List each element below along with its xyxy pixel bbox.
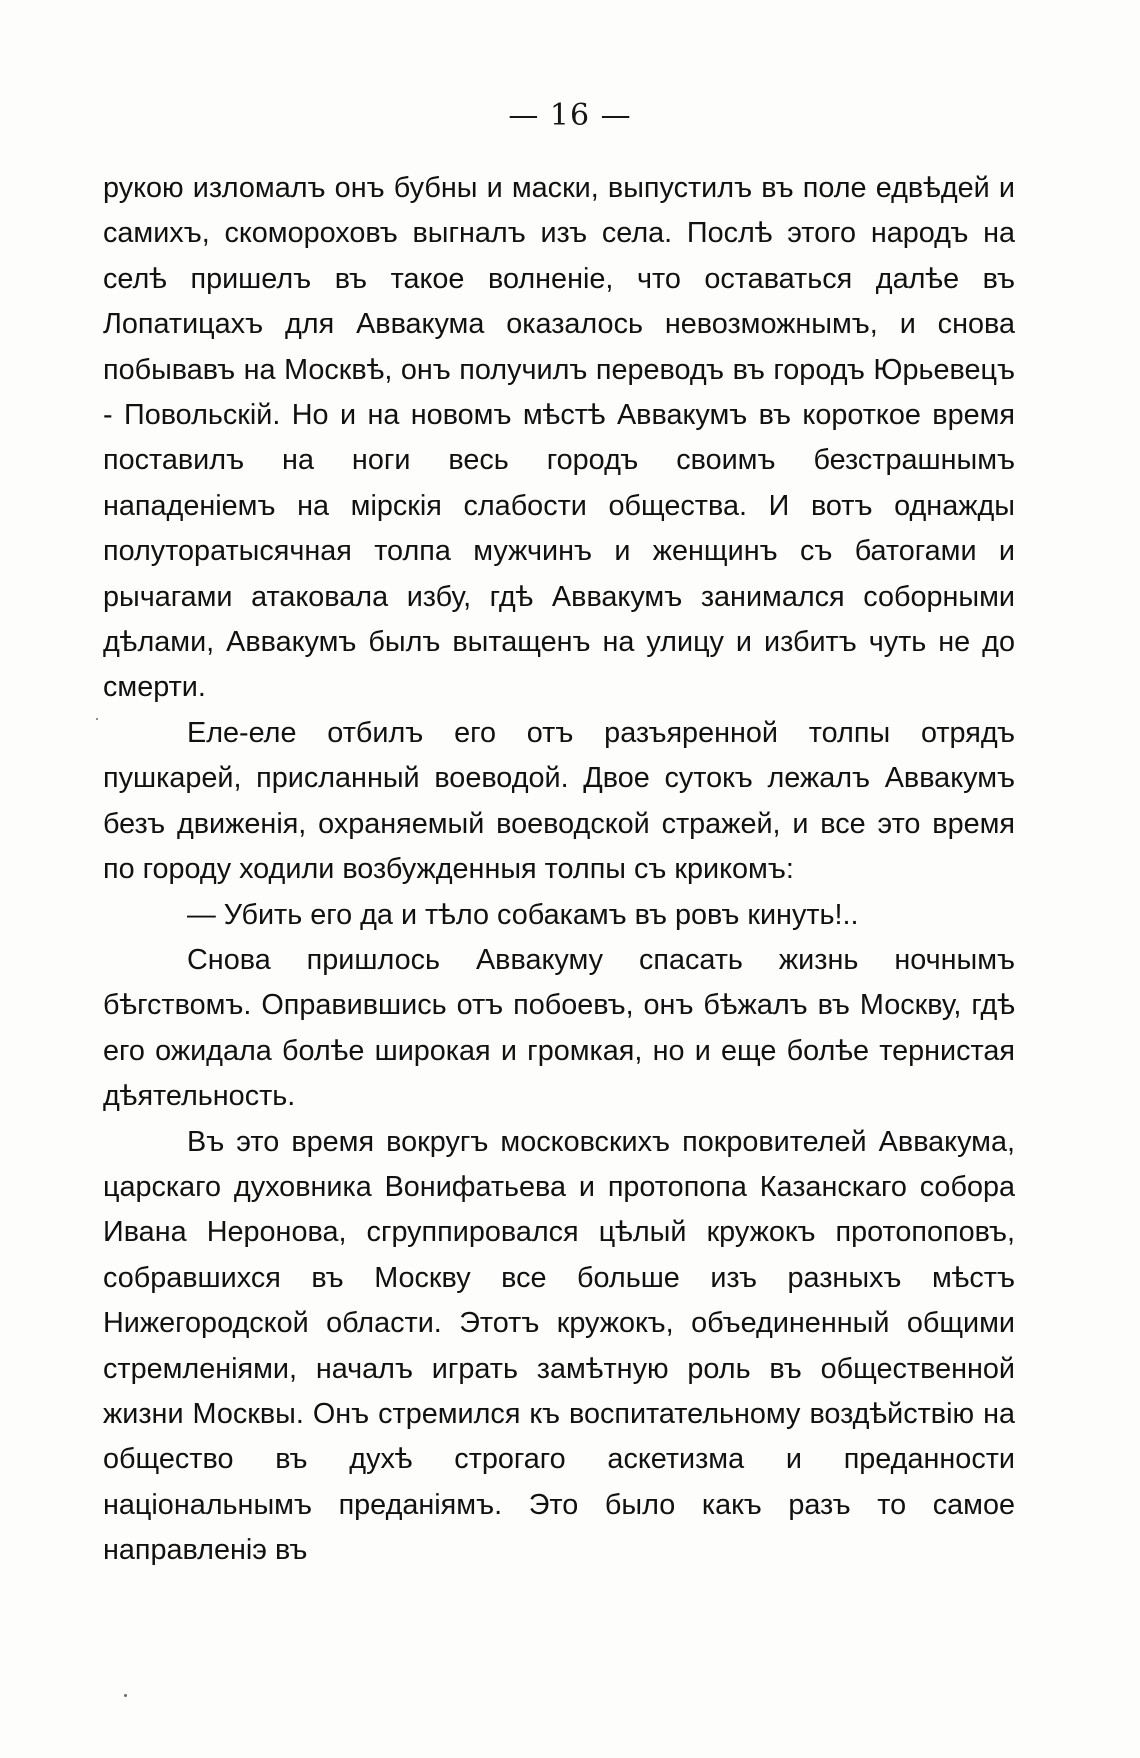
paragraph-4: Въ это время вокругъ московскихъ покровителей Аввакума, царскаго духовника Вонифатьева и протопопа Казанскаго собора Ивана Неронова, сгруппировался цѣлый кружокъ протопоповъ, собравшихся въ Москву все больше изъ разныхъ мѣстъ Нижегородской области. Этотъ кружокъ, объединенный общими стремленіями, началъ играть замѣтную роль въ общественной жизни Москвы. Онъ стремился къ воспитательному воздѣйствію на общество въ духѣ строгаго аскетизма и преданности національнымъ преданіямъ. Это было какъ разъ то самое направленіэ въ [103,1125,1015,1567]
page-number: — 16 — [508,98,632,133]
paragraph-1: рукою изломалъ онъ бубны и маски, выпустилъ въ поле едвѣдей и самихъ, скомороховъ выгналъ изъ села. Послѣ этого народъ на селѣ пришелъ въ такое волненіе, что оставаться далѣе въ Лопатицахъ для Аввакума оказалось невозможнымъ, и снова побывавъ на Москвѣ, онъ получилъ переводъ въ городъ Юрьевецъ - Повольскій. Но и на новомъ мѣстѣ Аввакумъ въ короткое время поставилъ на ноги весь городъ своимъ безстрашнымъ нападеніемъ на мірскія слабости общества. И вотъ однажды полуторатысячная толпа мужчинъ и женщинъ съ батогами и рычагами атаковала избу, гдѣ Аввакумъ занимался соборными дѣлами, Аввакумъ былъ вытащенъ на улицу и избитъ чуть не до смерти. [103,172,1015,704]
scan-speck [124,1694,127,1697]
paragraph-3: Снова пришлось Аввакуму спасать жизнь ночнымъ бѣгствомъ. Оправившись отъ побоевъ, онъ бѣжалъ въ Москву, гдѣ его ожидала болѣе широкая и громкая, но и еще болѣе тернистая дѣятельность. [103,943,1015,1113]
paragraph-2: Еле-еле отбилъ его отъ разъяренной толпы отрядъ пушкарей, присланный воеводой. Двое сутокъ лежалъ Аввакумъ безъ движенія, охраняемый воеводской стражей, и все это время по городу ходили возбужденныя толпы съ крикомъ: [103,716,1015,886]
body-text [103,166,1015,1574]
scan-speck [96,718,98,720]
quote-line: — Убить его да и тѣло собакамъ въ ровъ кинуть!.. [187,898,859,931]
